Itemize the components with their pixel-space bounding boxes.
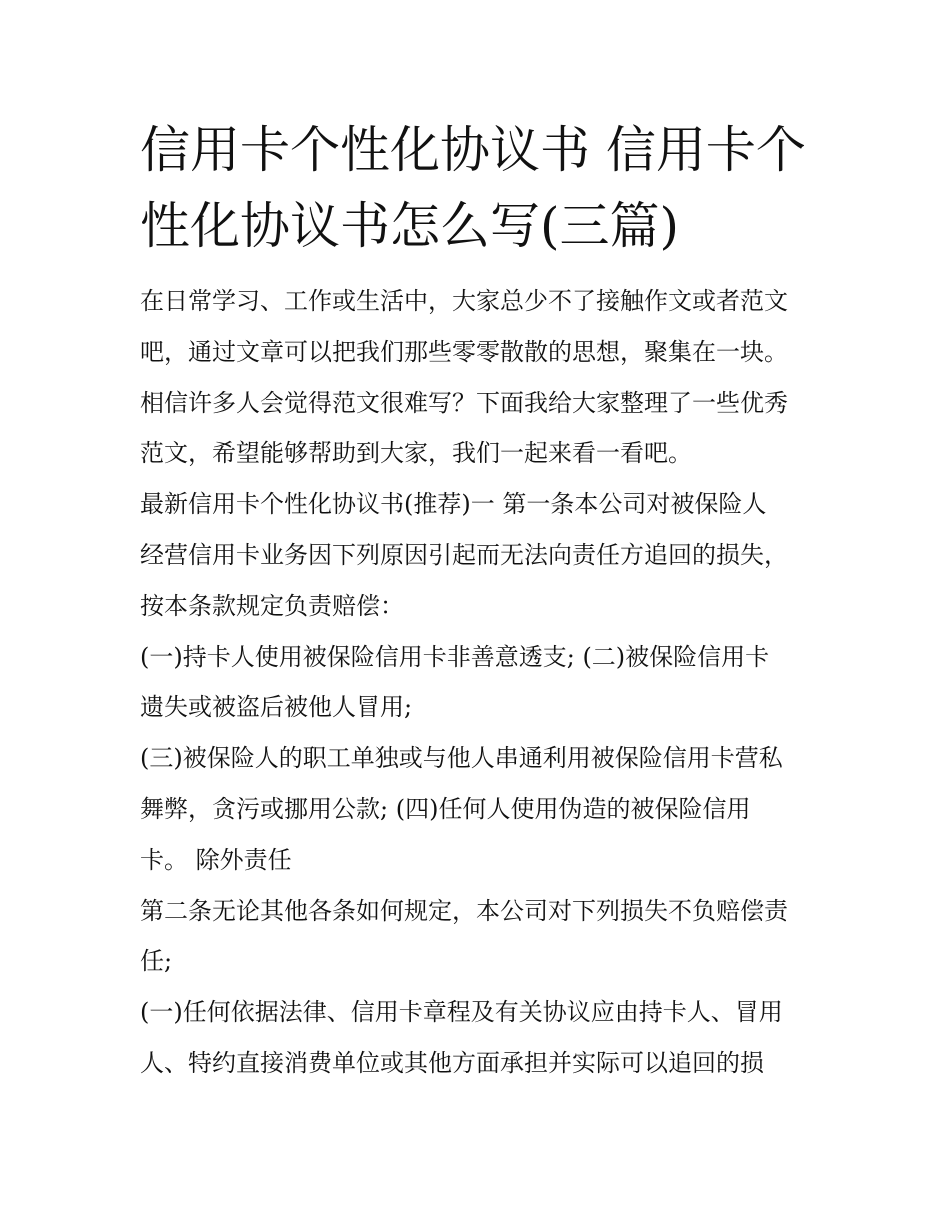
document-title — [140, 112, 820, 264]
body-line: 卡。 除外责任 — [140, 845, 292, 874]
body-line: (一)任何依据法律、信用卡章程及有关协议应由持卡人、冒用 — [140, 998, 783, 1027]
body-line: 在日常学习、工作或生活中，大家总少不了接触作文或者范文 — [140, 287, 788, 315]
body-line: 经营信用卡业务因下列原因引起而无法向责任方追回的损失， — [140, 540, 788, 569]
body-line: (一)持卡人使用被保险信用卡非善意透支; (二)被保险信用卡 — [140, 642, 770, 671]
document-body — [140, 276, 820, 1089]
body-line: 范文，希望能够帮助到大家，我们一起来看一看吧。 — [140, 439, 692, 468]
title-line-2: 性化协议书怎么写(三篇) — [140, 197, 680, 255]
body-line: 任; — [140, 947, 173, 976]
body-line: 遗失或被盗后被他人冒用; — [140, 693, 413, 722]
body-line: 最新信用卡个性化协议书(推荐)一 第一条本公司对被保险人 — [140, 490, 767, 519]
body-line: 人、特约直接消费单位或其他方面承担并实际可以追回的损 — [140, 1048, 764, 1077]
body-line: 相信许多人会觉得范文很难写？下面我给大家整理了一些优秀 — [140, 388, 788, 417]
body-line: 吧，通过文章可以把我们那些零零散散的思想，聚集在一块。 — [140, 337, 788, 366]
body-line: 舞弊，贪污或挪用公款; (四)任何人使用伪造的被保险信用 — [140, 794, 751, 823]
body-line: 第二条无论其他各条如何规定，本公司对下列损失不负赔偿责 — [140, 896, 788, 925]
title-line-1: 信用卡个性化协议书 信用卡个 — [140, 121, 806, 179]
body-line: (三)被保险人的职工单独或与他人串通利用被保险信用卡营私 — [140, 744, 783, 773]
body-line: 按本条款规定负责赔偿： — [140, 591, 404, 620]
